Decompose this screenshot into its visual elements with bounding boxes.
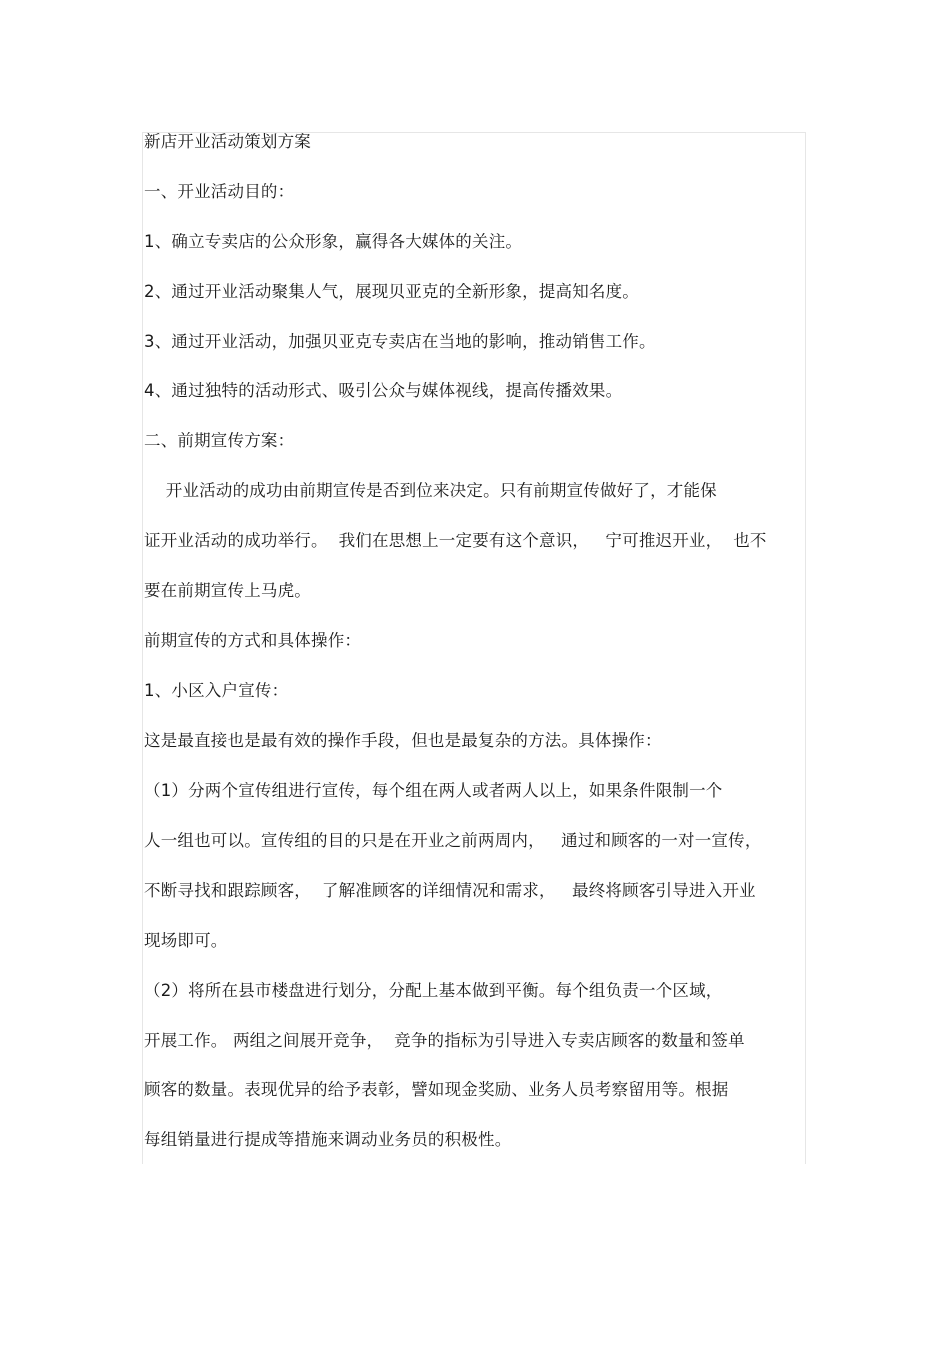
paragraph-line: 前期宣传的方式和具体操作： bbox=[144, 631, 362, 650]
paragraph-line: 开业活动的成功由前期宣传是否到位来决定。只有前期宣传做好了，才能保 bbox=[144, 481, 717, 500]
paragraph-line: 2、通过开业活动聚集人气，展现贝亚克的全新形象，提高知名度。 bbox=[144, 282, 639, 301]
paragraph-line: 开展工作。 两组之间展开竞争， 竞争的指标为引导进入专卖店顾客的数量和签单 bbox=[144, 1031, 745, 1050]
section-heading: 1、小区入户宣传： bbox=[144, 681, 289, 700]
paragraph-line: （1）分两个宣传组进行宣传，每个组在两人或者两人以上，如果条件限制一个 bbox=[144, 781, 723, 800]
paragraph-line: 这是最直接也是最有效的操作手段，但也是最复杂的方法。具体操作： bbox=[144, 731, 662, 750]
paragraph-line: 顾客的数量。表现优异的给予表彰，譬如现金奖励、业务人员考察留用等。根据 bbox=[144, 1080, 729, 1099]
paragraph-line: 4、通过独特的活动形式、吸引公众与媒体视线，提高传播效果。 bbox=[144, 381, 623, 400]
paragraph-line: 3、通过开业活动，加强贝亚克专卖店在当地的影响，推动销售工作。 bbox=[144, 332, 656, 351]
paragraph-line: （2）将所在县市楼盘进行划分，分配上基本做到平衡。每个组负责一个区域， bbox=[144, 981, 723, 1000]
paragraph-line: 要在前期宣传上马虎。 bbox=[144, 581, 311, 600]
section-heading: 一、开业活动目的： bbox=[144, 182, 295, 201]
section-heading: 二、前期宣传方案： bbox=[144, 431, 295, 450]
paragraph-line: 人一组也可以。宣传组的目的只是在开业之前两周内， 通过和顾客的一对一宣传， bbox=[144, 831, 762, 850]
paragraph-line: 1、确立专卖店的公众形象，赢得各大媒体的关注。 bbox=[144, 232, 523, 251]
paragraph-line: 证开业活动的成功举行。 我们在思想上一定要有这个意识， 宁可推迟开业， 也不 bbox=[144, 531, 767, 550]
document-title: 新店开业活动策划方案 bbox=[144, 132, 311, 151]
paragraph-line: 现场即可。 bbox=[144, 931, 228, 950]
paragraph-line: 不断寻找和跟踪顾客， 了解准顾客的详细情况和需求， 最终将顾客引导进入开业 bbox=[144, 881, 756, 900]
paragraph-line: 每组销量进行提成等措施来调动业务员的积极性。 bbox=[144, 1130, 512, 1149]
